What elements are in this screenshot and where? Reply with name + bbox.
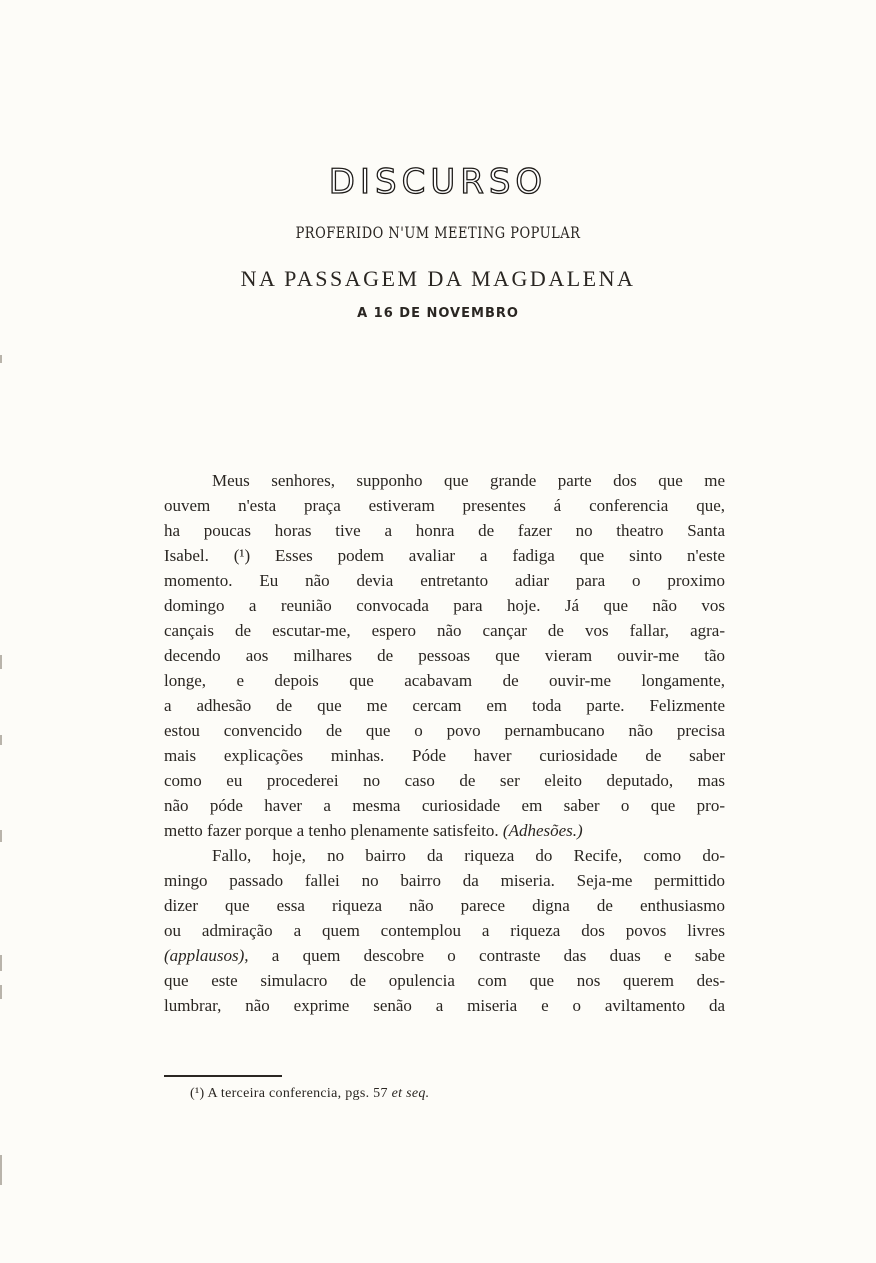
body-line: ha poucas horas tive a honra de fazer no theatro Santa [164,521,725,540]
footnote [190,1086,429,1102]
body-line: ou admiração a quem contemplou a riqueza dos povos livres [164,921,725,940]
page-edge-mark [0,655,2,669]
date-heading: A 16 DE NOVEMBRO [357,306,519,321]
speech-body [164,468,725,1018]
body-line: ouvem n'esta praça estiveram presentes á conferencia que, [164,496,725,515]
body-line: domingo a reunião convocada para hoje. Já que não vos [164,596,725,615]
body-line: momento. Eu não devia entretanto adiar para o proximo [164,571,725,590]
page-edge-mark [0,1155,2,1185]
body-line-italic: (Adhesões.) [502,821,583,840]
body-line: mais explicações minhas. Póde haver curiosidade de saber [164,746,725,765]
body-line: a adhesão de que me cercam em toda parte. Felizmente [164,696,725,715]
body-line [164,943,725,968]
body-line: lumbrar, não exprime senão a miseria e o aviltamento da [164,996,725,1015]
body-line: Isabel. (¹) Esses podem avaliar a fadiga que sinto n'este [164,546,725,565]
body-line: não póde haver a mesma curiosidade em saber o que pro- [164,796,725,815]
page-edge-mark [0,735,2,745]
footnote-divider [164,1075,282,1077]
body-line: que este simulacro de opulencia com que nos querem des- [164,971,725,990]
body-line [164,818,725,843]
body-line: como eu procederei no caso de ser eleito deputado, mas [164,771,725,790]
page-edge-mark [0,985,2,999]
body-line-text: metto fazer porque a tenho plenamente satisfeito. [164,821,499,840]
page-edge-mark [0,830,2,842]
body-line: decendo aos milhares de pessoas que vieram ouvir-me tão [164,646,725,665]
body-line: cançais de escutar-me, espero não cançar de vos fallar, agra- [164,621,725,640]
footnote-text: (¹) A terceira conferencia, pgs. 57 [190,1086,388,1101]
page-edge-mark [0,955,2,971]
page-title: DISCURSO [328,162,548,202]
body-line: mingo passado fallei no bairro da miseria. Seja-me permittido [164,871,725,890]
body-line: Meus senhores, supponho que grande parte dos que me [212,471,725,490]
body-line: estou convencido de que o povo pernambucano não precisa [164,721,725,740]
body-line: dizer que essa riqueza não parece digna de enthusiasmo [164,896,725,915]
body-line-italic: (applausos), [164,946,249,965]
body-line-text: a quem descobre o contraste das duas e sabe [271,946,725,965]
page-subtitle: PROFERIDO N'UM MEETING POPULAR [295,224,581,243]
body-line: Fallo, hoje, no bairro da riqueza do Recife, como do- [212,846,725,865]
place-heading: NA PASSAGEM DA MAGDALENA [240,266,636,291]
footnote-italic: et seq. [391,1086,430,1101]
body-line: longe, e depois que acabavam de ouvir-me longamente, [164,671,725,690]
page-edge-mark [0,355,2,363]
